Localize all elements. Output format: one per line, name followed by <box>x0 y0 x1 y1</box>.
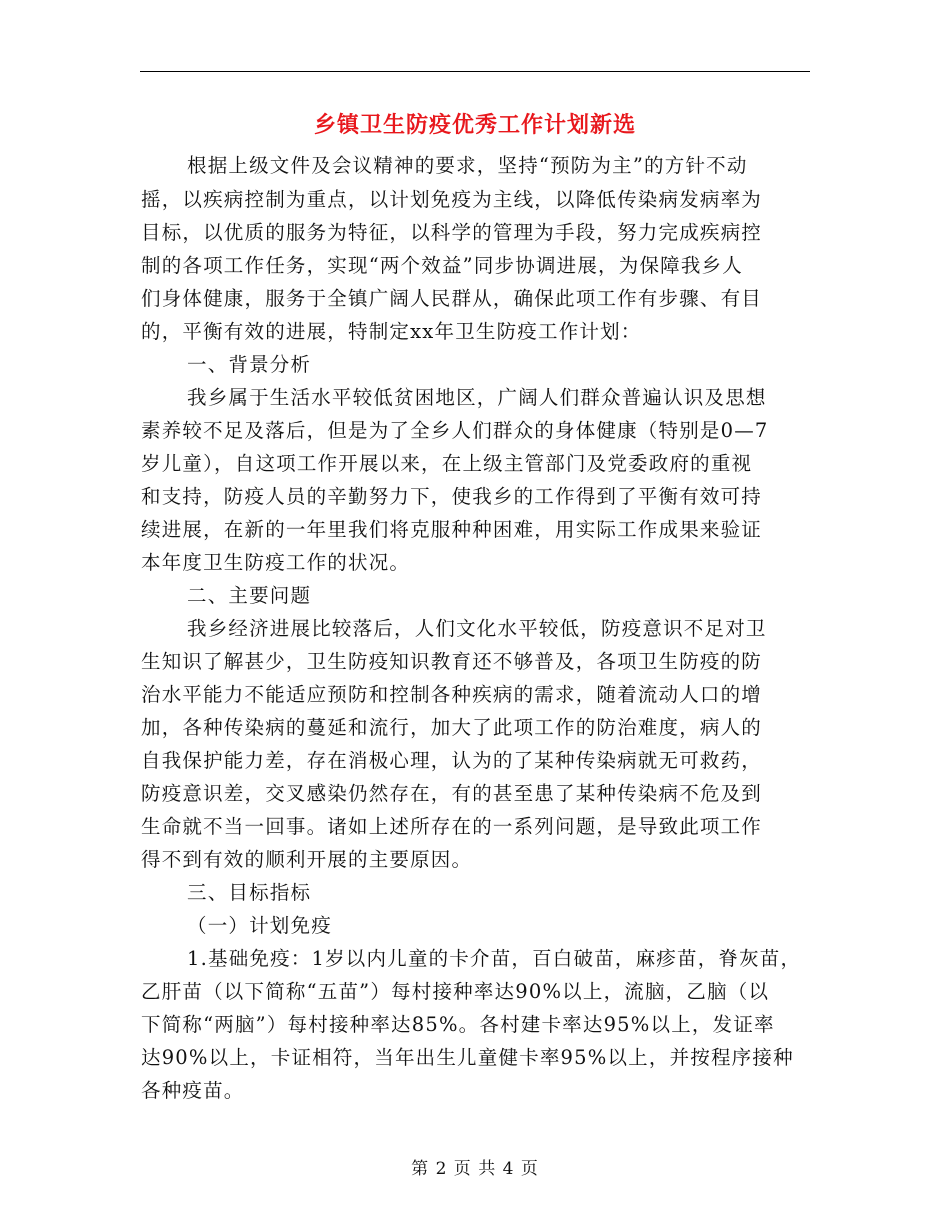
paragraph-line: 目标，以优质的服务为特征，以科学的管理为手段，努力完成疾病控 <box>141 221 763 244</box>
paragraph-line: 制的各项工作任务，实现“两个效益”同步协调进展，为保障我乡人 <box>141 254 743 277</box>
paragraph-line: 生知识了解甚少，卫生防疫知识教育还不够普及，各项卫生防疫的防 <box>141 650 763 673</box>
paragraph-line: 自我保护能力差，存在消极心理，认为的了某种传染病就无可救药， <box>141 749 763 772</box>
paragraph-line: 我乡属于生活水平较低贫困地区，广阔人们群众普遍认识及思想 <box>187 386 767 409</box>
subsection-heading: （一）计划免疫 <box>187 914 332 937</box>
paragraph-line: 生命就不当一回事。诸如上述所存在的一系列问题，是导致此项工作 <box>141 815 763 838</box>
section-heading: 一、背景分析 <box>187 353 312 376</box>
header-rule <box>140 71 810 72</box>
section-heading: 二、主要问题 <box>187 584 312 607</box>
paragraph-line: 本年度卫生防疫工作的状况。 <box>141 551 411 574</box>
paragraph-line: 治水平能力不能适应预防和控制各种疾病的需求，随着流动人口的增 <box>141 683 763 706</box>
paragraph-line: 素养较不足及落后，但是为了全乡人们群众的身体健康（特别是0—7 <box>141 419 769 442</box>
paragraph-line: 岁儿童），自这项工作开展以来，在上级主管部门及党委政府的重视 <box>141 452 753 475</box>
paragraph-line: 下简称“两脑”）每村接种率达85%。各村建卡率达95%以上，发证率 <box>141 1013 775 1036</box>
paragraph-line: 续进展，在新的一年里我们将克服种种困难，用实际工作成果来验证 <box>141 518 763 541</box>
paragraph-line: 各种疫苗。 <box>141 1079 245 1102</box>
paragraph-line: 加，各种传染病的蔓延和流行，加大了此项工作的防治难度，病人的 <box>141 716 763 739</box>
document-title: 乡镇卫生防疫优秀工作计划新选 <box>313 112 636 138</box>
section-heading: 三、目标指标 <box>187 881 312 904</box>
paragraph-line: 防疫意识差，交叉感染仍然存在，有的甚至患了某种传染病不危及到 <box>141 782 763 805</box>
paragraph-line: 的，平衡有效的进展，特制定xx年卫生防疫工作计划： <box>141 320 642 343</box>
paragraph-line: 得不到有效的顺利开展的主要原因。 <box>141 848 473 871</box>
paragraph-line: 达90%以上，卡证相符，当年出生儿童健卡率95%以上，并按程序接种 <box>141 1046 794 1069</box>
page-number-footer: 第 2 页 共 4 页 <box>411 1159 539 1179</box>
paragraph-line: 1.基础免疫：1岁以内儿童的卡介苗，百白破苗，麻疹苗，脊灰苗， <box>187 947 802 970</box>
paragraph-line: 摇，以疾病控制为重点，以计划免疫为主线，以降低传染病发病率为 <box>141 188 763 211</box>
paragraph-line: 们身体健康，服务于全镇广阔人民群从，确保此项工作有步骤、有目 <box>141 287 763 310</box>
paragraph-line: 我乡经济进展比较落后，人们文化水平较低，防疫意识不足对卫 <box>187 617 767 640</box>
paragraph-line: 根据上级文件及会议精神的要求，坚持“预防为主”的方针不动 <box>187 154 748 177</box>
paragraph-line: 和支持，防疫人员的辛勤努力下，使我乡的工作得到了平衡有效可持 <box>141 485 763 508</box>
paragraph-line: 乙肝苗（以下简称“五苗”）每村接种率达90%以上，流脑，乙脑（以 <box>141 980 770 1003</box>
